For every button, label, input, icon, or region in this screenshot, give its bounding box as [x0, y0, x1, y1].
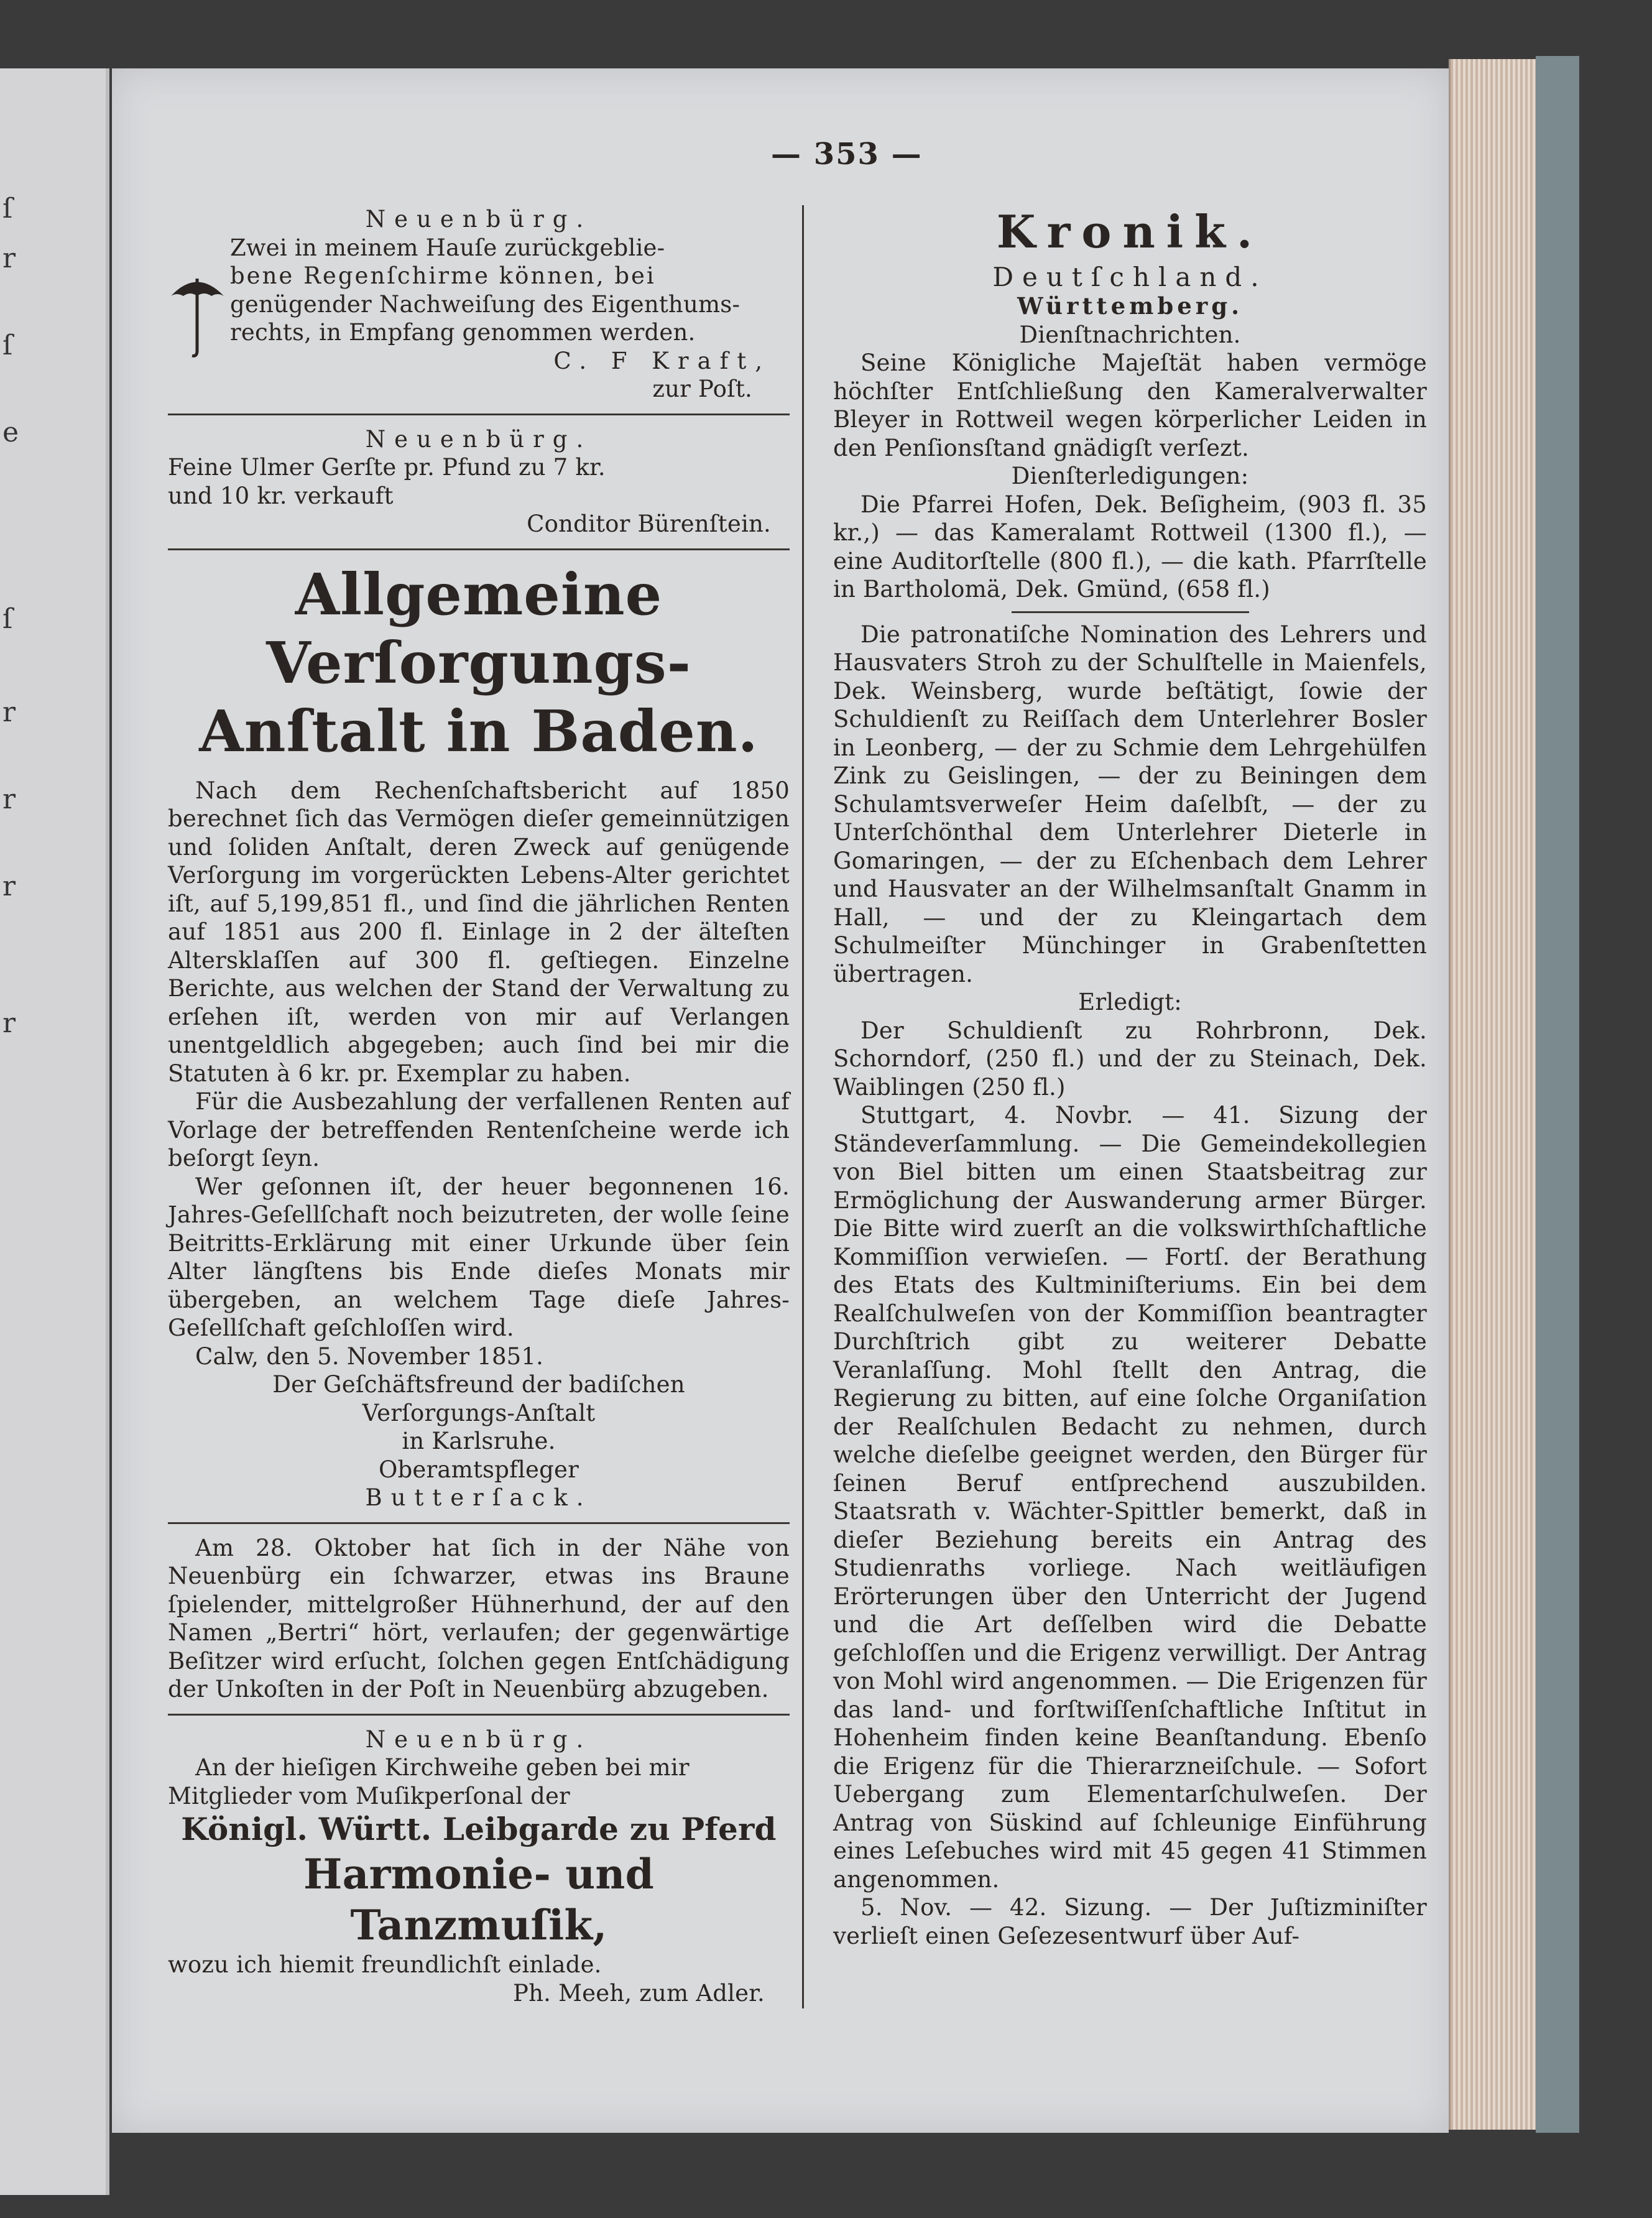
ad-line: Mitglieder vom Muſikperſonal der: [168, 1782, 570, 1809]
ad-line: wozu ich hiemit freundlichſt einlade.: [168, 1951, 602, 1978]
page-number: — 353 —: [771, 137, 923, 172]
ad-signature: Ph. Meeh, zum Adler.: [513, 1979, 765, 2007]
section-title: Kronik.: [996, 205, 1264, 258]
ad-divider: [168, 548, 790, 550]
ad-body: [168, 234, 790, 347]
ad-signature: C. F Kraft,: [553, 347, 771, 374]
ad-signature: Conditor Bürenſtein.: [527, 511, 771, 537]
section-divider: [1012, 611, 1249, 613]
ad-paragraph: Nach dem Rechenſchaftsbericht auf 1850 berechnet ſich das Vermögen dieſer gemeinnützigen und ſoliden Anſtalt, deren Zweck auf genügende Verſorgung im vorgerückten Lebens-Alter gerichtet iſt, auf 5,199,851 fl., und ſind die jährlichen Renten auf 1851 aus 200 fl. Einlage in 2 der älteſten Altersklaſſen auf 300 fl. geſtiegen. Einzelne Berichte, aus welchen der Stand der Verwaltung zu erſehen iſt, werden von mir auf Verlangen unentgeldlich abgegeben; auch ſind bei mir die Statuten à 6 kr. pr. Exemplar zu haben.: [168, 777, 790, 1087]
ad-signature: Der Geſchäftsfreund der badiſchen: [272, 1371, 685, 1398]
ad-divider: [168, 1522, 790, 1524]
ad-line: rechts, in Empfang genommen werden.: [230, 319, 696, 346]
state-heading: Württemberg.: [1017, 292, 1243, 320]
stub-letter: r: [2, 696, 16, 728]
ad-place: Neuenbürg.: [365, 1726, 593, 1753]
ad-signature: Oberamtspfleger: [379, 1456, 579, 1483]
ad-signature: Verſorgungs-Anſtalt: [362, 1399, 596, 1426]
ad-divider: [168, 414, 790, 415]
facing-page-edge: [0, 68, 109, 2195]
ad-line: genügender Nachweiſung des Eigenthums-: [230, 290, 741, 318]
ad-bold-line: Königl. Württ. Leibgarde zu Pferd: [181, 1811, 777, 1847]
stub-letter: r: [2, 1007, 16, 1039]
newspaper-page: [112, 68, 1449, 2133]
ad-barley: [168, 425, 790, 538]
country-heading: Deutſchland.: [992, 262, 1268, 292]
stub-letter: r: [2, 783, 16, 815]
ad-headline: Allgemeine Verſorgungs-Anſtalt in Baden.: [199, 560, 759, 765]
news-paragraph: Der Schuldienſt zu Rohrbronn, Dek. Schorndorf, (250 fl.) und der zu Steinach, Dek. Waiblingen (250 fl.): [833, 1017, 1427, 1101]
news-paragraph: Die patronatiſche Nomination des Lehrers und Hausvaters Stroh zu der Schulſtelle in Maienfels, Dek. Weinsberg, wurde beſtätigt, ſowie der Schuldienſt zu Reiſſach dem Unterlehrer Bosler in Leonberg, — der zu Schmie dem Lehrgehülfen Zink zu Geislingen, — der zu Beiningen dem Schulamtsverweſer Heim daſelbſt, — der zu Unterſchönthal dem Unterlehrer Dieterle in Gomaringen, — der zu Eſchenbach dem Lehrer und Hausvater an der Wilhelmsanſtalt Gnamm in Hall, — und der zu Kleingartach dem Schulmeiſter Münchinger in Grabenſtetten übertragen.: [833, 621, 1427, 987]
ad-paragraph: Wer geſonnen iſt, der heuer begonnenen 16. Jahres-Geſellſchaft noch beizutreten, der wolle ſeine Beitritts-Erklärung mit einer Urkunde über ſein Alter längſtens bis Ende dieſes Monats mir übergeben, an welchem Tage dieſe Jahres-Geſellſchaft geſchloſſen wird.: [168, 1173, 790, 1341]
news-paragraph: Stuttgart, 4. Novbr. — 41. Sizung der Ständeverſammlung. — Die Gemeindekollegien von Biel bitten um einen Staatsbeitrag zur Ermöglichung der Auswanderung armer Bürger. Die Bitte wird zuerſt an die volkswirthſchaftliche Kommiſſion verwieſen. — Fortſ. der Berathung des Etats des Kultminiſteriums. Ein bei dem Realſchulweſen von der Kommiſſion beantragter Durchſtrich gibt zu weiterer Debatte Veranlaſſung. Mohl ſtellt den Antrag, die Regierung zu bitten, auf eine ſolche Organiſation der Realſchulen Bedacht zu nehmen, durch welche dieſelbe geeignet werden, den Bürger für ſeinen Beruf entſprechend auszubilden. Staatsrath v. Wächter-Spittler bemerkt, daß in dieſer Beziehung bereits ein Antrag des Studienraths vorliege. Nach weitläufigen Erörterungen über den Unterricht der Jugend und die Art deſſelben wird die Debatte geſchloſſen und die Erigenz verwilligt. Der Antrag von Mohl wird angenommen. — Die Erigenzen für das land- und forſtwiſſenſchaftliche Inſtitut in Hohenheim finden keine Beanſtandung. Ebenſo die Erigenz für die Thierarzneiſchule. — Sofort Uebergang zum Elementarſchulweſen. Der Antrag von Süskind auf ſchleunige Einführung eines Leſebuches wird mit 45 gegen 41 Stimmen angenommen.: [833, 1102, 1427, 1893]
ad-line: und 10 kr. verkauft: [168, 482, 394, 509]
ad-signature: in Karlsruhe.: [402, 1428, 556, 1454]
ad-date: Calw, den 5. November 1851.: [195, 1342, 544, 1370]
right-column: [833, 205, 1427, 1950]
ad-signature: Butterſack.: [365, 1484, 593, 1511]
news-paragraph: 5. Nov. — 42. Sizung. — Der Juſtizminiſter verlieſt einen Geſezesentwurf über Auf-: [833, 1894, 1427, 1949]
book-cover-edge: [1536, 56, 1579, 2133]
stub-letter: ſ: [2, 603, 13, 635]
news-paragraph: Seine Königliche Majeſtät haben vermöge höchſter Entſchließung den Kameralverwalter Bleyer in Rottweil wegen körperlicher Leiden in den Penſionsſtand gnädigſt verſezt.: [833, 349, 1427, 461]
column-divider: [802, 205, 804, 2008]
stub-letter: e: [2, 417, 19, 448]
news-paragraph: Die Pfarrei Hofen, Dek. Beſigheim, (903 fl. 35 kr.,) — das Kameralamt Rottweil (1300 fl.), — eine Auditorſtelle (800 fl.), — die kath. Pfarrſtelle in Bartholomä, Dek. Gmünd, (658 fl.): [833, 491, 1427, 603]
subheading: Dienſterledigungen:: [1011, 463, 1249, 489]
ad-music: [168, 1726, 790, 2008]
ad-place: Neuenbürg.: [365, 425, 593, 453]
ad-lost-dog: Am 28. Oktober hat ſich in der Nähe von Neuenbürg ein ſchwarzer, etwas ins Braune ſpielender, mittelgroßer Hühnerhund, der auf den Namen „Bertri“ hört, verlaufen; der gegenwärtige Beſitzer wird erſucht, ſolchen gegen Entſchädigung der Unkoſten in der Poſt in Neuenbürg abzugeben.: [168, 1534, 790, 1703]
stub-letter: r: [2, 871, 16, 902]
stub-letter: ſ: [2, 330, 13, 361]
stub-letter: ſ: [2, 193, 13, 224]
ad-paragraph: Für die Ausbezahlung der verfallenen Renten auf Vorlage der betreffenden Rentenſcheine werde ich beſorgt ſeyn.: [168, 1088, 790, 1171]
ad-signature-sub: zur Poſt.: [652, 376, 752, 402]
umbrella-icon: [168, 271, 227, 358]
subheading: Erledigt:: [1078, 989, 1182, 1015]
ad-line: Feine Ulmer Gerſte pr. Pfund zu 7 kr.: [168, 454, 606, 481]
ad-bold-line: Harmonie- und Tanzmuſik,: [303, 1850, 654, 1949]
ad-line: bene Regenſchirme können, bei: [230, 262, 656, 289]
stub-letter: r: [2, 243, 16, 274]
ad-insurance: [168, 560, 790, 1512]
ad-place: Neuenbürg.: [365, 206, 593, 233]
ad-umbrellas: [168, 205, 790, 404]
ad-line: Zwei in meinem Hauſe zurückgeblie-: [230, 234, 665, 261]
ad-divider: [168, 1714, 790, 1716]
subheading: Dienſtnachrichten.: [1019, 321, 1241, 348]
left-column: [168, 205, 790, 2007]
ad-line: An der hieſigen Kirchweihe geben bei mir: [195, 1754, 690, 1781]
